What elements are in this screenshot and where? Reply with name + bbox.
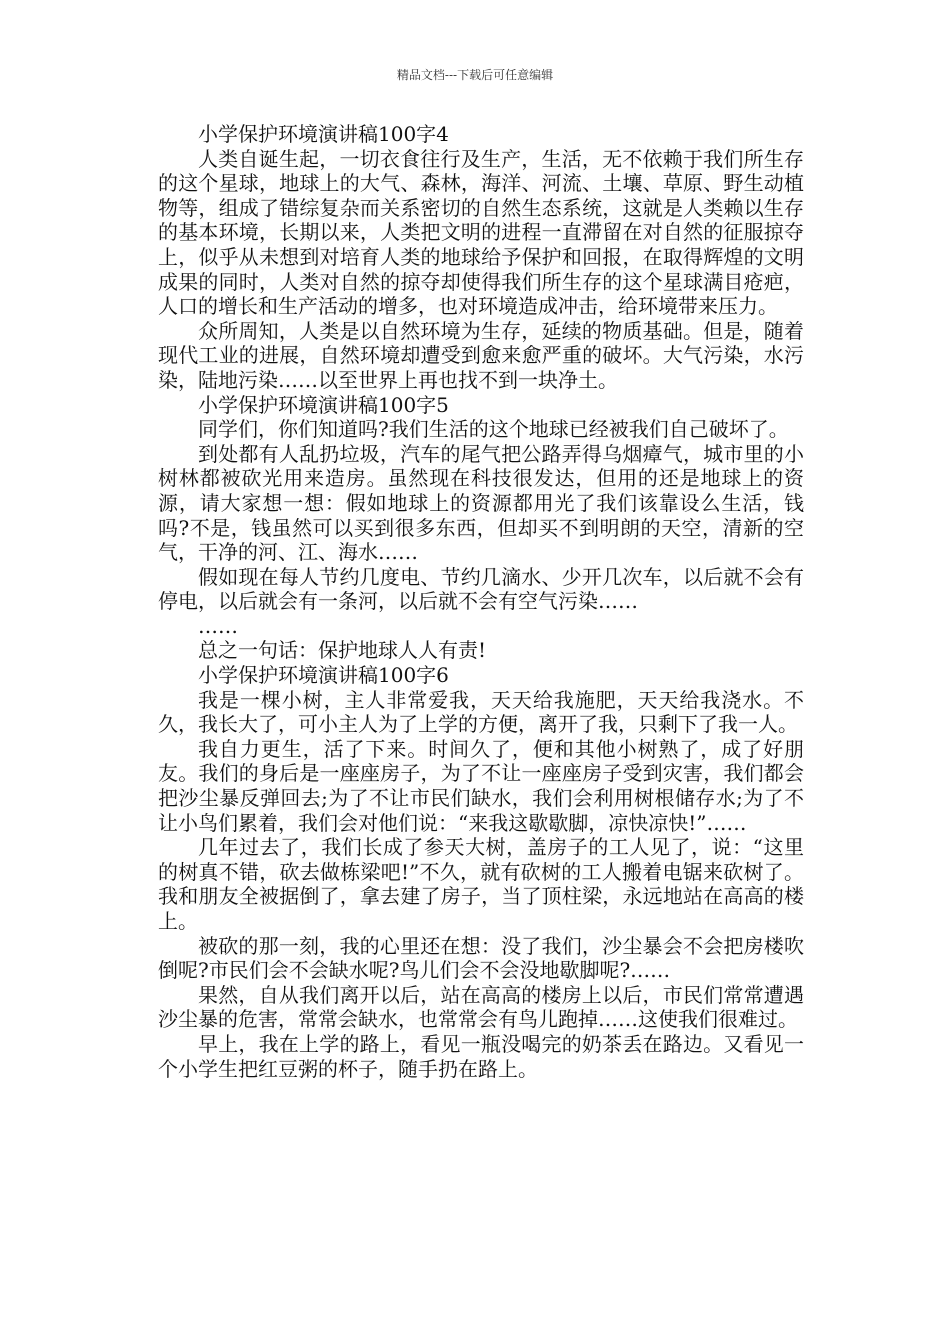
section-title: 小学保护环境演讲稿100字6 (198, 663, 449, 688)
paragraph: 早上，我在上学的路上，看见一瓶没喝完的奶茶丢在路边。又看见一个小学生把红豆粥的杯子，随手扔在路上。 (158, 1031, 804, 1081)
section-title: 小学保护环境演讲稿100字4 (198, 122, 449, 146)
paragraph: 同学们，你们知道吗?我们生活的这个地球已经被我们自己破坏了。 (198, 417, 789, 442)
paragraph: 被砍的那一刻，我的心里还在想：没了我们，沙尘暴会不会把房楼吹倒呢?市民们会不会缺水呢?鸟儿们会不会没地歇脚呢?…… (158, 933, 804, 983)
paragraph: 总之一句话：保护地球人人有责! (198, 638, 487, 663)
paragraph: 假如现在每人节约几度电、节约几滴水、少开几次车，以后就不会有停电，以后就会有一条河，以后就不会有空气污染…… (158, 564, 804, 614)
document-body (158, 122, 804, 1081)
paragraph: 人类自诞生起，一切衣食往行及生产，生活，无不依赖于我们所生存的这个星球，地球上的大气、森林，海洋、河流、土壤、草原、野生动植物等，组成了错综复杂而关系密切的自然生态系统，这就是人类赖以生存的基本环境，长期以来，人类把文明的进程一直滞留在对自然的征服掠夺上，似乎从未想到对培育人类的地球给予保护和回报，在取得辉煌的文明成果的同时，人类对自然的掠夺却使得我们所生存的这个星球满目疮疤，人口的增长和生产活动的增多，也对环境造成冲击，给环境带来压力。 (158, 146, 804, 319)
paragraph: 几年过去了，我们长成了参天大树，盖房子的工人见了，说：“这里的树真不错，砍去做栋梁吧!”不久，就有砍树的工人搬着电锯来砍树了。我和朋友全被据倒了，拿去建了房子，当了顶柱梁，永远地站在高高的楼上。 (158, 835, 804, 933)
page-header: 精品文档---下载后可任意编辑 (396, 68, 554, 82)
paragraph: 我是一棵小树，主人非常爱我，天天给我施肥，天天给我浇水。不久，我长大了，可小主人为了上学的方便，离开了我，只剩下了我一人。 (158, 687, 804, 737)
section-title: 小学保护环境演讲稿100字5 (198, 392, 449, 417)
paragraph: 众所周知，人类是以自然环境为生存，延续的物质基础。但是，随着现代工业的进展，自然环境却遭受到愈来愈严重的破坏。大气污染，水污染，陆地污染……以至世界上再也找不到一块净土。 (158, 318, 804, 392)
paragraph: 果然，自从我们离开以后，站在高高的楼房上以后，市民们常常遭遇沙尘暴的危害，常常会缺水，也常常会有鸟儿跑掉……这使我们很难过。 (158, 982, 804, 1032)
paragraph: 我自力更生，活了下来。时间久了，便和其他小树熟了，成了好朋友。我们的身后是一座座房子，为了不让一座座房子受到灾害，我们都会把沙尘暴反弹回去;为了不让市民们缺水，我们会利用树根储存水;为了不让小鸟们累着，我们会对他们说：“来我这歇歇脚，凉快凉快!”…… (158, 736, 804, 835)
paragraph: …… (198, 613, 238, 638)
paragraph: 到处都有人乱扔垃圾，汽车的尾气把公路弄得乌烟瘴气，城市里的小树林都被砍光用来造房。虽然现在科技很发达，但用的还是地球上的资源，请大家想一想：假如地球上的资源都用光了我们该靠设么生活，钱吗?不是，钱虽然可以买到很多东西，但却买不到明朗的天空，清新的空气，干净的河、江、海水…… (158, 441, 804, 565)
